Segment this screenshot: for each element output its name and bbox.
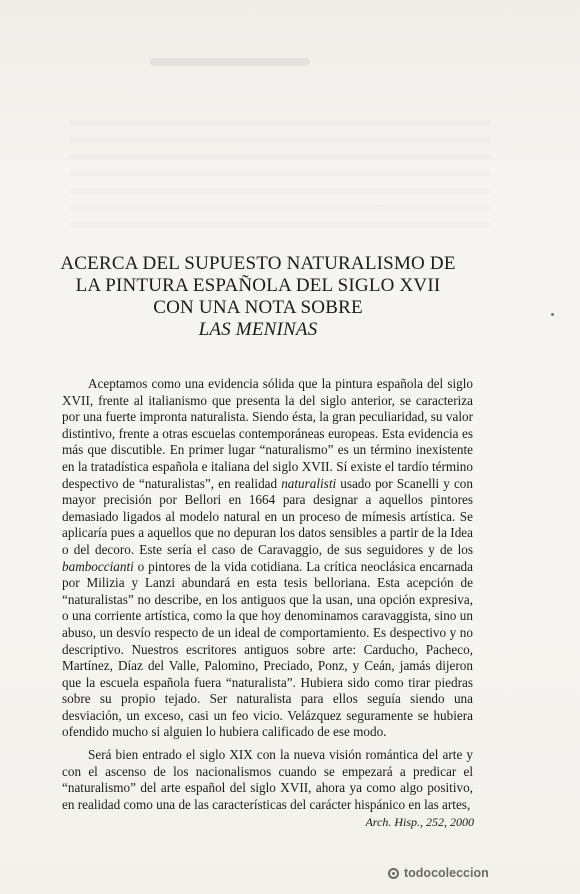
- bleed-through-text-block: [70, 120, 490, 240]
- bleed-through-text: [150, 58, 310, 66]
- title-line-2: LA PINTURA ESPAÑOLA DEL SIGLO XVII: [75, 275, 441, 296]
- title-line-4: LAS MENINAS: [198, 319, 318, 340]
- todocoleccion-logo-icon: [388, 868, 399, 879]
- paragraph-1: [62, 376, 473, 741]
- p1-italic-naturalisti: naturalisti: [281, 475, 337, 491]
- title-line-1: ACERCA DEL SUPUESTO NATURALISMO DE: [60, 253, 456, 274]
- title-line-3: CON UNA NOTA SOBRE: [153, 297, 363, 318]
- p1-part-c: usado por Scanelli y con mayor precisión por Bellori en 1664 para designar a aquellos pintores demasiado ligados al modelo natural en un proceso de mímesis artística. Se aplicaría pues a aquellos que no depuran los datos sensibles a partir de la Idea o del decoro. Este sería el caso de Caravaggio, de sus seguidores y de los: [62, 475, 473, 557]
- journal-citation: Arch. Hisp., 252, 2000: [365, 815, 474, 829]
- watermark: [388, 866, 489, 880]
- p1-italic-bamboccianti: bamboccianti: [62, 558, 134, 574]
- p1-part-a: Aceptamos como una evidencia sólida que la pintura española del siglo XVII, frente al italianismo que presenta la del siglo anterior, se caracteriza por una fuerte impronta naturalista. Siendo ésta, la gran peculiaridad, su valor distintivo, frente a otras escuelas contemporáneas europeas. Esta evidencia es más que discutible. En primer lugar “naturalismo” es un término inexistente en la tratadística española e italiana del siglo XVII. Sí existe el tardío término despectivo de “naturalistas”, en realidad: [62, 376, 473, 491]
- paragraph-2: Será bien entrado el siglo XIX con la nueva visión romántica del arte y con el ascenso de los nacionalismos cuando se empezará a predicar el “naturalismo” del arte español del siglo XVII, ahora ya como algo positivo, en realidad como una de las características del carácter hispánico en las artes,: [62, 747, 473, 812]
- article-title: [38, 253, 478, 341]
- p1-part-e: o pintores de la vida cotidiana. La crítica neoclásica encarnada por Milizia y Lanzi abundará en esta tesis belloriana. Esta acepción de “naturalistas” no describe, en los antiguos que la usan, una opción expresiva, o una corriente artística, como la que hoy denominamos caravaggista, sino un abuso, un desvío respecto de un ideal de comportamiento. Es despectivo y no descriptivo. Nuestros escritores antiguos sobre arte: Carducho, Pacheco, Martínez, Díaz del Valle, Palomino, Preciado, Ponz, y Ceán, jamás dijeron que la escuela española fuera “naturalista”. Hubiera sido como tirar piedras sobre su propio tejado. Ser naturalista para ellos seguía siendo una desviación, un exceso, casi un feo vicio. Velázquez seguramente se hubiera ofendido mucho si alguien lo hubiera calificado de ese modo.: [62, 558, 473, 740]
- scan-speck: [551, 313, 554, 316]
- article-body: [62, 376, 473, 819]
- watermark-text: todocoleccion: [404, 866, 489, 880]
